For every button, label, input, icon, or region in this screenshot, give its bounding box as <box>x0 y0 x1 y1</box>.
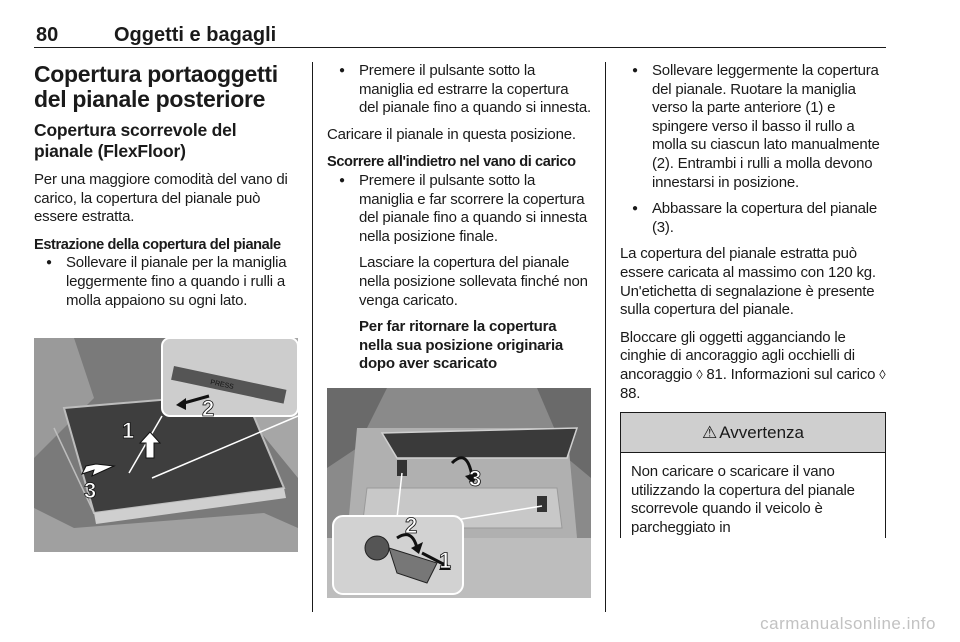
callout-2: 2 <box>405 513 418 538</box>
article-subtitle: Copertura scorrevole del pianale (FlexFloor) <box>34 120 237 161</box>
column-divider <box>312 62 313 612</box>
list-item: ● Sollevare leggermente la copertura del pianale. Ruotare la maniglia verso la parte anteriore (1) e spingere verso il basso il rullo a molla su ciascun lato manualmente (2). Entrambi i rulli a molla devono innestarsi in posizione. <box>620 62 886 192</box>
trunk-floor-drawing <box>34 338 298 552</box>
callout-2: 2 <box>202 396 215 421</box>
column-1 <box>34 62 298 318</box>
callout-1: 1 <box>439 548 452 573</box>
warning-box <box>620 412 886 538</box>
trunk-floor-illustration <box>34 338 298 552</box>
page-header <box>34 18 886 48</box>
warning-triangle-icon: ⚠ <box>702 422 718 442</box>
section-title: Oggetti e bagagli <box>114 24 277 46</box>
column-divider <box>605 62 606 612</box>
warning-header <box>621 413 885 453</box>
list-item: ● Sollevare il pianale per la maniglia leggermente fino a quando i rulli a molla appaiono su ogni lato. <box>34 254 298 310</box>
list-item: ● Premere il pulsante sotto la maniglia e far scorrere la copertura del pianale fino a quando si innesta nella posizione finale. <box>327 172 591 246</box>
warning-title: Avvertenza <box>719 422 804 442</box>
intro-paragraph: Per una maggiore comodità del vano di carico, la copertura del pianale può essere estratta. <box>34 171 288 226</box>
indented-note: Lasciare la copertura del pianale nella posizione sollevata finché non venga caricato. <box>359 254 588 309</box>
tie-down-paragraph: Bloccare gli oggetti agganciando le cinghie di ancoraggio agli occhielli di ancoraggio ◊ 81. Informazioni sul carico ◊ 88. <box>620 328 886 402</box>
press-label: PRESS <box>209 379 235 391</box>
column-3 <box>620 62 886 412</box>
page-reference-icon: ◊ <box>696 366 703 382</box>
load-paragraph: Caricare il pianale in questa posizione. <box>327 125 576 143</box>
list-item: ● Premere il pulsante sotto la maniglia ed estrarre la copertura del pianale fino a quando si innesta. <box>327 62 591 118</box>
callout-3: 3 <box>469 466 482 491</box>
column-2 <box>327 62 591 374</box>
max-load-paragraph: La copertura del pianale estratta può essere caricata al massimo con 120 kg. Un'etichetta di segnalazione è presente sulla copertura del pianale. <box>620 245 876 319</box>
page-ref-link[interactable]: 81 <box>706 365 723 383</box>
article-title: Copertura portaoggetti del pianale posteriore <box>34 61 278 112</box>
warning-text: Non caricare o scaricare il vano utilizzando la copertura del pianale scorrevole quando il veicolo è parcheggiato in <box>631 463 855 536</box>
extraction-heading: Estrazione della copertura del pianale <box>34 236 281 253</box>
watermark: carmanualsonline.info <box>760 614 936 633</box>
callout-1: 1 <box>122 418 135 443</box>
page-ref-link[interactable]: 88 <box>620 384 637 402</box>
page-reference-icon: ◊ <box>879 366 886 382</box>
trunk-rear-illustration <box>327 388 591 598</box>
slide-heading: Scorrere all'indietro nel vano di carico <box>327 154 576 171</box>
list-item: ● Abbassare la copertura del pianale (3). <box>620 200 886 237</box>
return-heading: Per far ritornare la copertura nella sua posizione originaria dopo aver scaricato <box>359 318 564 373</box>
page-number: 80 <box>36 24 59 46</box>
trunk-rear-drawing <box>327 388 591 598</box>
callout-3: 3 <box>84 478 97 503</box>
